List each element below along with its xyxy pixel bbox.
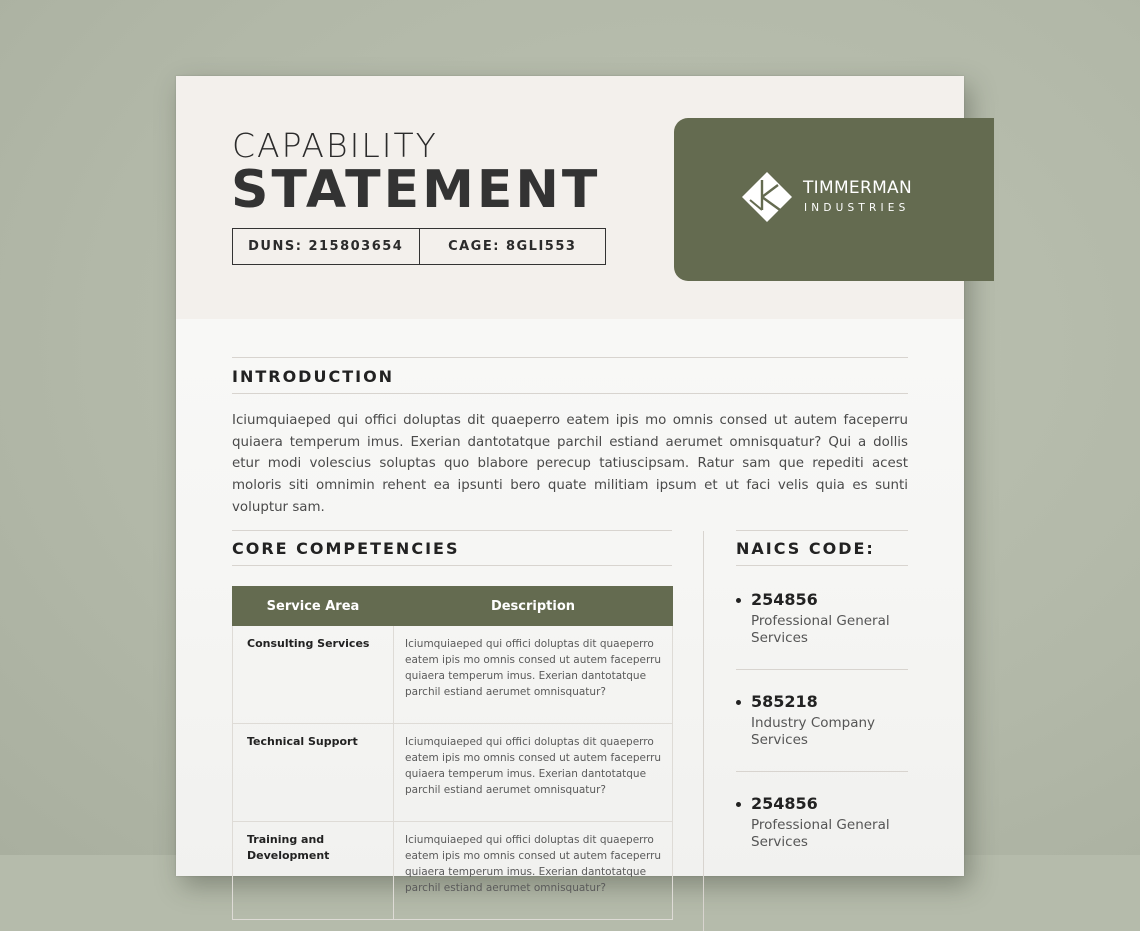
naics-code: 254856	[751, 590, 818, 609]
column-divider	[703, 531, 704, 931]
bullet-icon	[736, 802, 741, 807]
naics-top-rule	[736, 530, 908, 531]
table-row	[233, 724, 673, 822]
column-header-description: Description	[394, 587, 673, 626]
description-cell: Iciumquiaeped qui offici doluptas dit quaeperro eatem ipis mo omnis consed ut autem faceperru quiaera temperum imus. Exerian dantotatque parchil estiand aerumet omnisquatur?	[394, 626, 673, 724]
naics-code: 254856	[751, 794, 818, 813]
capability-statement-sheet	[176, 76, 964, 894]
duns-number: DUNS: 215803654	[248, 239, 404, 254]
naics-description: Professional General Services	[751, 613, 890, 646]
description-cell: Iciumquiaeped qui offici doluptas dit quaeperro eatem ipis mo omnis consed ut autem faceperru quiaera temperum imus. Exerian dantotatque parchil estiand aerumet omnisquatur?	[394, 822, 673, 920]
table-row	[233, 822, 673, 920]
naics-description: Professional General Services	[751, 817, 890, 850]
naics-item-divider	[736, 669, 908, 670]
naics-list-item	[736, 692, 908, 748]
competencies-table	[232, 586, 673, 920]
introduction-text: Iciumquiaeped qui offici doluptas dit quaeperro eatem ipis mo omnis consed ut autem faceperru quiaera temperum imus. Exerian dantotatque parchil estiand aerumet omnisquatur? Qui a dollis etur modi volescius soluptas quo blabore perecup tatiuscipsam. Ratur sam que repediti acest moloris siti omnimin rehent ea ipsunti bero quate militiam ipsum et ut faci velis quia es sunti voluptur sam.	[232, 413, 908, 515]
naics-bottom-rule	[736, 565, 908, 566]
logo-panel	[674, 118, 994, 281]
naics-heading: NAICS CODE:	[736, 539, 875, 558]
service-area-cell: Training and Development	[233, 822, 394, 920]
description-cell: Iciumquiaeped qui offici doluptas dit quaeperro eatem ipis mo omnis consed ut autem faceperru quiaera temperum imus. Exerian dantotatque parchil estiand aerumet omnisquatur?	[394, 724, 673, 822]
bullet-icon	[736, 700, 741, 705]
title-capability: CAPABILITY	[232, 126, 438, 165]
intro-top-rule	[232, 357, 908, 358]
service-area-cell: Consulting Services	[233, 626, 394, 724]
table-header-row	[233, 587, 673, 626]
cage-code: CAGE: 8GLI553	[419, 229, 606, 264]
naics-item-divider	[736, 771, 908, 772]
naics-code: 585218	[751, 692, 818, 711]
logo-company-subtitle: INDUSTRIES	[804, 202, 910, 214]
bullet-icon	[736, 598, 741, 603]
core-competencies-heading: CORE COMPETENCIES	[232, 539, 460, 558]
competencies-top-rule	[232, 530, 672, 531]
logo-company-name: TIMMERMAN	[803, 178, 912, 198]
diamond-k-logo-icon	[740, 170, 796, 226]
competencies-bottom-rule	[232, 565, 672, 566]
service-area-cell: Technical Support	[233, 724, 394, 822]
naics-list-item	[736, 590, 908, 646]
intro-bottom-rule	[232, 393, 908, 394]
title-statement: STATEMENT	[231, 160, 601, 220]
identifier-box	[232, 228, 606, 265]
column-header-service-area: Service Area	[233, 587, 394, 626]
introduction-heading: INTRODUCTION	[232, 367, 395, 386]
table-row	[233, 626, 673, 724]
naics-description: Industry Company Services	[751, 715, 876, 748]
naics-list-item	[736, 794, 908, 850]
